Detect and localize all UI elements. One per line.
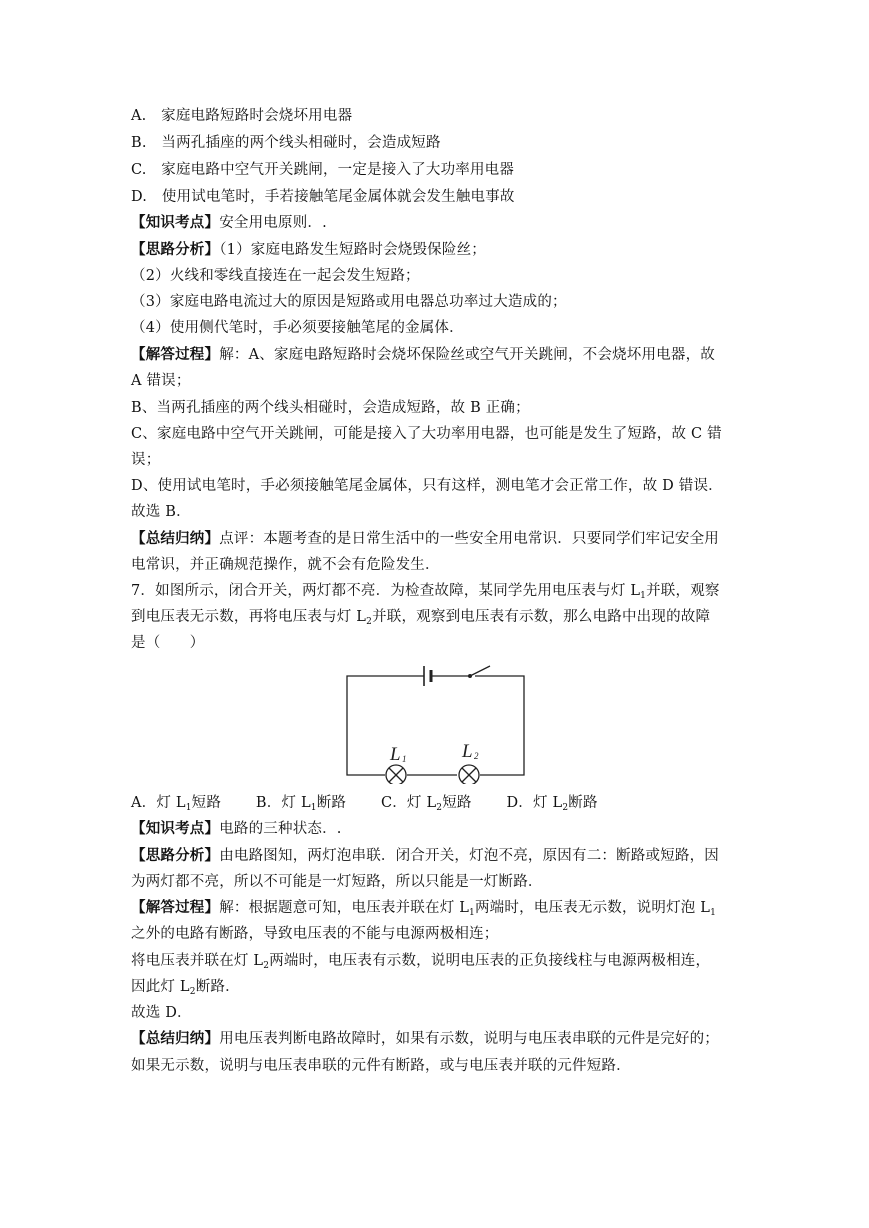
q6-option-b: B. 当两孔插座的两个线头相碰时，会造成短路 <box>131 135 441 151</box>
section-label: 【知识考点】 <box>131 820 220 837</box>
q7-knowledge-point <box>131 819 342 839</box>
q7-stem-line-2 <box>131 607 710 632</box>
section-label: 【思路分析】 <box>131 241 220 258</box>
subscript: 2 <box>436 803 443 813</box>
text: 因此灯 L <box>131 979 190 995</box>
q6-solution <box>131 345 715 365</box>
q7-option-c <box>381 793 472 818</box>
subscript: 2 <box>189 987 196 997</box>
text: 短路 <box>442 795 472 811</box>
switch-pivot <box>468 674 472 678</box>
section-text: 安全用电原则．. <box>219 215 327 231</box>
text: C．灯 L <box>380 795 437 811</box>
q7-stem-line-1 <box>131 581 720 606</box>
q6-analysis-line-2: （2）火线和零线直接连在一起会发生短路； <box>131 268 420 284</box>
q6-summary-line-2: 电常识，并正确规范操作，就不会有危险发生． <box>131 557 440 573</box>
q7-solution-line-5: 故选 D． <box>131 1005 192 1021</box>
q6-solution-line-4: C、家庭电路中空气开关跳闸，可能是接入了大功率用电器，也可能是发生了短路，故 C 错 <box>131 426 722 442</box>
text: 将电压表并联在灯 L <box>131 953 264 969</box>
q6-solution-line-3: B、当两孔插座的两个线头相碰时，会造成短路，故 B 正确； <box>131 400 530 416</box>
section-label: 【总结归纳】 <box>131 1030 220 1047</box>
q7-option-d <box>506 793 597 818</box>
subscript: 1 <box>310 803 317 813</box>
q6-option-d: D. 使用试电笔时，手若接触笔尾金属体就会发生触电事故 <box>131 189 515 205</box>
circuit-diagram <box>330 654 540 784</box>
section-label: 【知识考点】 <box>131 214 220 231</box>
q6-analysis <box>131 240 486 260</box>
subscript: 2 <box>366 617 373 627</box>
text: 并联，观察 <box>646 583 720 599</box>
section-text: 两端时，电压表无示数，说明灯泡 L <box>474 900 711 916</box>
section-text: 电路的三种状态．. <box>219 821 342 837</box>
subscript: 1 <box>185 803 192 813</box>
q6-knowledge-point <box>131 213 327 233</box>
section-label: 【总结归纳】 <box>131 530 220 547</box>
section-label: 【解答过程】 <box>131 899 220 916</box>
q7-option-a <box>131 793 221 818</box>
q7-options <box>131 793 628 818</box>
q6-solution-line-6: D、使用试电笔时，手必须接触笔尾金属体，只有这样，测电笔才会正常工作，故 D 错误． <box>131 478 723 494</box>
q7-option-b <box>256 793 346 818</box>
subscript: 2 <box>562 803 569 813</box>
q7-summary <box>131 1029 719 1049</box>
q6-analysis-line-3: （3）家庭电路电流过大的原因是短路或用电器总功率过大造成的； <box>131 294 567 310</box>
section-text: 解：A、家庭电路短路时会烧坏保险丝或空气开关跳闸，不会烧坏用电器，故 <box>219 347 715 363</box>
section-text: 点评：本题考查的是日常生活中的一些安全用电常识．只要同学们牢记安全用 <box>219 531 719 547</box>
q7-solution-line-2: 之外的电路有断路，导致电压表的不能与电源两极相连； <box>131 926 499 942</box>
section-text: 解：根据题意可知，电压表并联在灯 L <box>219 900 470 916</box>
q6-analysis-line-4: （4）使用侧代笔时，手必须要接触笔尾的金属体． <box>131 320 464 336</box>
text: 断路． <box>195 979 240 995</box>
subscript: 1 <box>469 908 475 918</box>
section-label: 【思路分析】 <box>131 847 220 864</box>
text: 并联，观察到电压表有示数，那么电路中出现的故障 <box>372 609 711 625</box>
text: B．灯 L <box>255 795 311 811</box>
lamp-l2-label: L <box>462 741 473 762</box>
q7-stem-line-3: 是（ ） <box>131 635 205 651</box>
subscript: 1 <box>710 908 717 918</box>
lamp-l1-label: L <box>390 744 401 765</box>
q6-solution-line-7: 故选 B． <box>131 504 191 520</box>
q7-solution-line-4 <box>131 977 240 1002</box>
text: A．灯 L <box>131 795 186 811</box>
wire-right <box>475 676 524 775</box>
q7-summary-line-2: 如果无示数，说明与电压表串联的元件有断路，或与电压表并联的元件短路． <box>131 1058 631 1074</box>
section-text: 用电压表判断电路故障时，如果有示数，说明与电压表串联的元件是完好的； <box>219 1031 719 1047</box>
switch-lever <box>470 666 490 676</box>
text: D．灯 L <box>506 795 563 811</box>
q6-option-a: A. 家庭电路短路时会烧坏用电器 <box>131 108 353 124</box>
q7-solution-line-3 <box>131 951 710 976</box>
section-text: （1）家庭电路发生短路时会烧毁保险丝； <box>219 242 486 258</box>
wire-left <box>347 676 424 775</box>
q6-option-c: C. 家庭电路中空气开关跳闸，一定是接入了大功率用电器 <box>131 162 515 178</box>
text: 短路 <box>191 795 222 811</box>
lamp-l1-label-subscript: 1 <box>402 754 407 764</box>
q7-analysis-line-2: 为两灯都不亮，所以不可能是一灯短路，所以只能是一灯断路． <box>131 874 543 890</box>
q7-solution <box>131 898 716 923</box>
text: 断路 <box>316 795 347 811</box>
subscript: 1 <box>640 591 647 601</box>
q6-solution-line-5: 误； <box>131 452 161 468</box>
lamp-l2-label-subscript: 2 <box>474 751 479 761</box>
section-label: 【解答过程】 <box>131 346 220 363</box>
subscript: 2 <box>263 961 270 971</box>
text: 7．如图所示，闭合开关，两灯都不亮．为检查故障，某同学先用电压表与灯 L <box>131 583 641 599</box>
text: 两端时，电压表有示数，说明电压表的正负接线柱与电源两极相连， <box>269 953 711 969</box>
text: 断路 <box>568 795 598 811</box>
section-text: 由电路图知，两灯泡串联．闭合开关，灯泡不亮，原因有二：断路或短路，因 <box>219 848 719 864</box>
q6-summary <box>131 529 719 549</box>
q7-analysis <box>131 846 719 866</box>
text: 到电压表无示数，再将电压表与灯 L <box>131 609 367 625</box>
q6-solution-line-2: A 错误； <box>131 373 191 389</box>
